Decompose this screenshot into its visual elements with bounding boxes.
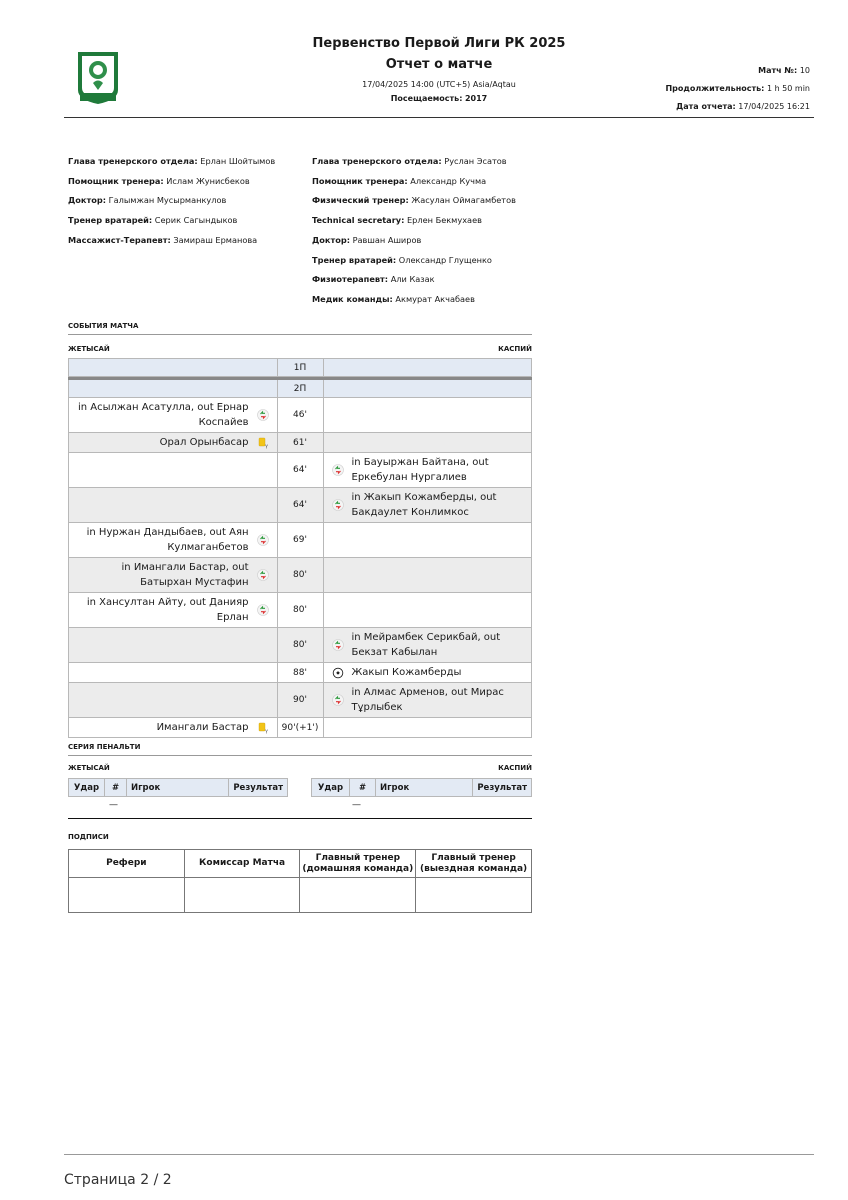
home-event-cell (69, 593, 278, 628)
event-text: in Жакып Кожамберды, out Бакдаулет Конлимкос (351, 492, 497, 518)
home-penalties-table (68, 778, 288, 797)
referee-header: Рефери (69, 850, 185, 878)
match-number: Матч №: 10 (758, 66, 810, 75)
substitution-icon (255, 569, 271, 581)
event-minute: 69' (277, 523, 323, 558)
staff-item: Помощник тренера: Александр Кучма (312, 175, 487, 186)
section-divider (68, 818, 532, 819)
event-text: in Имангали Бастар, out Батырхан Мустафин (121, 562, 249, 588)
penalties-away-team: КАСПИЙ (498, 764, 532, 772)
signatures-section-title: ПОДПИСИ (68, 833, 109, 841)
event-row (69, 683, 532, 718)
events-section-title: СОБЫТИЯ МАТЧА (68, 322, 532, 335)
event-minute: 64' (277, 488, 323, 523)
away-event-cell (323, 453, 532, 488)
away-event-cell (323, 628, 532, 663)
event-row (69, 593, 532, 628)
substitution-icon (255, 409, 271, 421)
report-subtitle: Отчет о матче (385, 57, 493, 72)
staff-item: Медик команды: Акмурат Акчабаев (312, 293, 475, 304)
event-minute: 64' (277, 453, 323, 488)
home-event-cell (69, 453, 278, 488)
half-row-first (69, 359, 532, 377)
event-minute: 88' (277, 663, 323, 683)
home-event-cell (69, 558, 278, 593)
substitution-icon (330, 464, 346, 476)
staff-item: Тренер вратарей: Серик Сагындыков (68, 215, 238, 226)
event-minute: 80' (277, 558, 323, 593)
match-meta (665, 62, 810, 116)
home-event-cell (69, 488, 278, 523)
event-row (69, 558, 532, 593)
away-event-cell (323, 593, 532, 628)
event-minute: 61' (277, 433, 323, 453)
signatures-table (68, 849, 532, 913)
event-text: in Алмас Арменов, out Мирас Тұрлыбек (351, 687, 504, 713)
events-home-team: ЖЕТЫСАЙ (68, 345, 110, 353)
event-row (69, 523, 532, 558)
away-event-cell (323, 718, 532, 738)
away-event-cell (323, 488, 532, 523)
col-result: Результат (473, 779, 532, 797)
home-event-cell (69, 663, 278, 683)
event-row (69, 663, 532, 683)
away-event-cell (323, 433, 532, 453)
commissioner-signature-cell (184, 878, 300, 913)
commissioner-header: Комиссар Матча (184, 850, 300, 878)
staff-item: Глава тренерского отдела: Ерлан Шойтымов (68, 156, 276, 166)
away-penalties-table (311, 778, 532, 797)
home-event-cell (69, 718, 278, 738)
referee-signature-cell (69, 878, 185, 913)
yellow-card-icon (255, 722, 271, 734)
report-title: Первенство Первой Лиги РК 2025 (312, 36, 566, 51)
event-row (69, 433, 532, 453)
events-table (68, 358, 532, 738)
event-text: in Бауыржан Байтана, out Еркебулан Нургалиев (351, 457, 489, 483)
away-event-cell (323, 523, 532, 558)
event-minute: 80' (277, 628, 323, 663)
col-kick: Удар (69, 779, 105, 797)
substitution-icon (330, 639, 346, 651)
event-text: Жакып Кожамберды (351, 667, 462, 678)
home-penalties-empty: — (109, 800, 118, 810)
substitution-icon (330, 499, 346, 511)
half-label: 2П (277, 380, 323, 398)
match-datetime: 17/04/2025 14:00 (UTC+5) Asia/Aqtau (362, 80, 516, 89)
away-coach-signature-cell (416, 878, 532, 913)
home-event-cell (69, 523, 278, 558)
event-minute: 90'(+1') (277, 718, 323, 738)
penalties-team-row (68, 764, 532, 772)
events-team-row (68, 345, 532, 353)
col-kick: Удар (312, 779, 350, 797)
event-text: in Нуржан Дандыбаев, out Аян Кулмаганбетов (86, 527, 249, 553)
goal-icon (330, 667, 346, 679)
away-penalties-empty: — (352, 800, 361, 810)
staff-item: Физический тренер: Жасулан Оймагамбетов (312, 195, 516, 206)
away-event-cell (323, 398, 532, 433)
event-minute: 90' (277, 683, 323, 718)
event-row (69, 718, 532, 738)
yellow-card-icon (255, 437, 271, 449)
staff-item: Доктор: Галымжан Мусырманкулов (68, 195, 227, 206)
staff-item: Физиотерапевт: Али Казак (312, 274, 435, 285)
col-number: # (105, 779, 127, 797)
event-text: in Хансултан Айту, out Данияр Ерлан (86, 597, 249, 623)
event-text: Орал Орынбасар (159, 437, 249, 448)
col-number: # (350, 779, 376, 797)
col-player: Игрок (376, 779, 473, 797)
page-number: Страница 2 / 2 (64, 1172, 172, 1188)
penalties-section-title: СЕРИЯ ПЕНАЛЬТИ (68, 743, 532, 756)
events-away-team: КАСПИЙ (498, 345, 532, 353)
home-event-cell (69, 433, 278, 453)
away-event-cell (323, 683, 532, 718)
report-header (64, 30, 814, 118)
home-event-cell (69, 628, 278, 663)
event-minute: 80' (277, 593, 323, 628)
col-result: Результат (229, 779, 288, 797)
event-text: in Мейрамбек Серикбай, out Бекзат Кабылан (351, 632, 501, 658)
home-staff-list (68, 152, 275, 251)
staff-item: Тренер вратарей: Олександр Глущенко (312, 254, 492, 265)
substitution-icon (330, 694, 346, 706)
staff-item: Глава тренерского отдела: Руслан Эсатов (312, 156, 507, 166)
home-coach-signature-cell (300, 878, 416, 913)
event-row (69, 488, 532, 523)
match-duration: Продолжительность: 1 h 50 min (665, 84, 810, 93)
away-event-cell (323, 558, 532, 593)
away-staff-list (312, 152, 516, 310)
substitution-icon (255, 604, 271, 616)
substitution-icon (255, 534, 271, 546)
away-coach-header: Главный тренер (выездная команда) (416, 850, 532, 878)
svg-text:Y: Y (264, 444, 268, 449)
event-minute: 46' (277, 398, 323, 433)
event-row (69, 398, 532, 433)
penalties-home-team: ЖЕТЫСАЙ (68, 764, 110, 772)
half-label: 1П (277, 359, 323, 377)
staff-item: Доктор: Равшан Аширов (312, 234, 422, 245)
attendance: Посещаемость: 2017 (390, 94, 488, 103)
home-coach-header: Главный тренер (домашняя команда) (300, 850, 416, 878)
staff-item: Помощник тренера: Ислам Жунисбеков (68, 175, 250, 186)
home-event-cell (69, 398, 278, 433)
col-player: Игрок (127, 779, 229, 797)
staff-item: Массажист-Терапевт: Замираш Ерманова (68, 234, 258, 245)
home-event-cell (69, 683, 278, 718)
report-date: Дата отчета: 17/04/2025 16:21 (676, 102, 810, 111)
away-event-cell (323, 663, 532, 683)
event-row (69, 628, 532, 663)
half-row-second (69, 380, 532, 398)
svg-text:Y: Y (264, 729, 268, 734)
event-text: Имангали Бастар (156, 722, 249, 733)
event-row (69, 453, 532, 488)
footer-divider (64, 1154, 814, 1155)
event-text: in Асылжан Асатулла, out Ернар Коспайев (78, 402, 249, 428)
staff-item: Technical secretary: Ерлен Бекмухаев (312, 215, 482, 226)
